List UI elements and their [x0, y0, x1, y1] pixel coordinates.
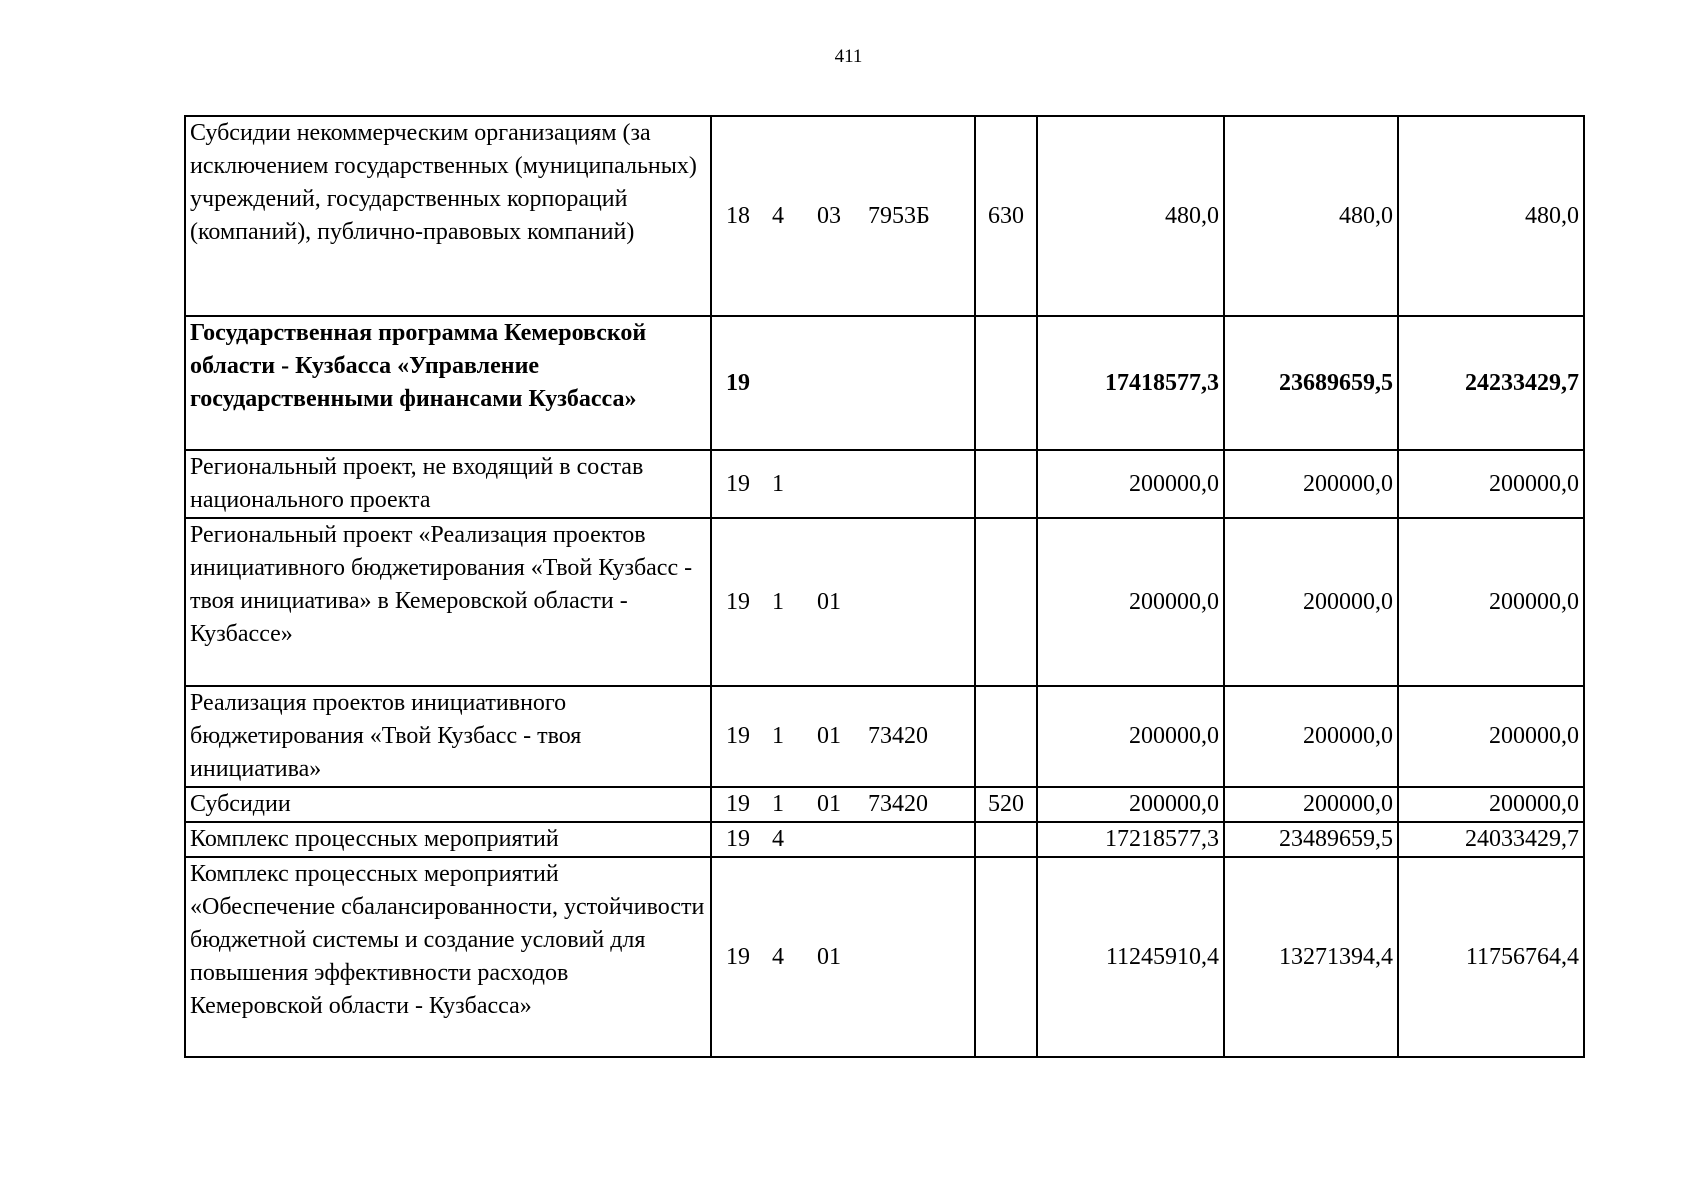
table-row — [185, 116, 1584, 316]
amount-year-1: 17218577,3 — [1037, 822, 1224, 857]
event-code: 01 — [817, 518, 868, 686]
row-name: Комплекс процессных мероприятий — [185, 822, 711, 857]
amount-year-2: 200000,0 — [1224, 450, 1398, 518]
event-code: 01 — [817, 857, 868, 1057]
expense-type-code — [975, 686, 1037, 787]
amount-year-1: 17418577,3 — [1037, 316, 1224, 450]
table-row — [185, 316, 1584, 450]
amount-year-3: 200000,0 — [1398, 450, 1584, 518]
amount-year-2: 23489659,5 — [1224, 822, 1398, 857]
expense-type-code — [975, 518, 1037, 686]
direction-code: 73420 — [868, 787, 975, 822]
row-name: Государственная программа Кемеровской области - Кузбасса «Управление государственными финансами Кузбасса» — [185, 316, 711, 450]
expense-type-code — [975, 450, 1037, 518]
row-name: Комплекс процессных мероприятий «Обеспечение сбалансированности, устойчивости бюджетной системы и создание условий для повышения эффективности расходов Кемеровской области - Кузбасса» — [185, 857, 711, 1057]
row-name: Региональный проект «Реализация проектов инициативного бюджетирования «Твой Кузбасс - твоя инициатива» в Кемеровской области - Кузбассе» — [185, 518, 711, 686]
event-code: 01 — [817, 686, 868, 787]
budget-table — [184, 115, 1585, 1058]
program-code: 18 — [711, 116, 772, 316]
expense-type-code — [975, 822, 1037, 857]
amount-year-3: 24233429,7 — [1398, 316, 1584, 450]
event-code: 01 — [817, 787, 868, 822]
subprogram-code — [772, 316, 817, 450]
amount-year-1: 200000,0 — [1037, 787, 1224, 822]
program-code: 19 — [711, 518, 772, 686]
subprogram-code: 1 — [772, 450, 817, 518]
event-code — [817, 450, 868, 518]
event-code: 03 — [817, 116, 868, 316]
amount-year-2: 480,0 — [1224, 116, 1398, 316]
expense-type-code — [975, 857, 1037, 1057]
row-name: Региональный проект, не входящий в состав национального проекта — [185, 450, 711, 518]
table-row — [185, 518, 1584, 686]
event-code — [817, 822, 868, 857]
program-code: 19 — [711, 787, 772, 822]
expense-type-code: 520 — [975, 787, 1037, 822]
amount-year-1: 11245910,4 — [1037, 857, 1224, 1057]
expense-type-code — [975, 316, 1037, 450]
amount-year-3: 24033429,7 — [1398, 822, 1584, 857]
table-row — [185, 450, 1584, 518]
direction-code: 73420 — [868, 686, 975, 787]
program-code: 19 — [711, 450, 772, 518]
direction-code: 7953Б — [868, 116, 975, 316]
subprogram-code: 1 — [772, 787, 817, 822]
table-row — [185, 822, 1584, 857]
subprogram-code: 1 — [772, 686, 817, 787]
amount-year-3: 200000,0 — [1398, 518, 1584, 686]
program-code: 19 — [711, 316, 772, 450]
expense-type-code: 630 — [975, 116, 1037, 316]
amount-year-3: 480,0 — [1398, 116, 1584, 316]
amount-year-1: 200000,0 — [1037, 450, 1224, 518]
amount-year-2: 200000,0 — [1224, 518, 1398, 686]
event-code — [817, 316, 868, 450]
amount-year-3: 200000,0 — [1398, 787, 1584, 822]
amount-year-3: 11756764,4 — [1398, 857, 1584, 1057]
amount-year-2: 200000,0 — [1224, 686, 1398, 787]
table-row — [185, 787, 1584, 822]
amount-year-3: 200000,0 — [1398, 686, 1584, 787]
direction-code — [868, 316, 975, 450]
subprogram-code: 4 — [772, 857, 817, 1057]
direction-code — [868, 518, 975, 686]
row-name: Реализация проектов инициативного бюджетирования «Твой Кузбасс - твоя инициатива» — [185, 686, 711, 787]
amount-year-1: 480,0 — [1037, 116, 1224, 316]
amount-year-2: 200000,0 — [1224, 787, 1398, 822]
page-number: 411 — [834, 46, 863, 67]
table-row — [185, 686, 1584, 787]
program-code: 19 — [711, 686, 772, 787]
row-name: Субсидии некоммерческим организациям (за исключением государственных (муниципальных) учреждений, государственных корпораций (компаний), публично-правовых компаний) — [185, 116, 711, 316]
direction-code — [868, 450, 975, 518]
amount-year-2: 13271394,4 — [1224, 857, 1398, 1057]
subprogram-code: 4 — [772, 822, 817, 857]
table-row — [185, 857, 1584, 1057]
subprogram-code: 4 — [772, 116, 817, 316]
amount-year-2: 23689659,5 — [1224, 316, 1398, 450]
subprogram-code: 1 — [772, 518, 817, 686]
amount-year-1: 200000,0 — [1037, 686, 1224, 787]
program-code: 19 — [711, 822, 772, 857]
direction-code — [868, 822, 975, 857]
row-name: Субсидии — [185, 787, 711, 822]
amount-year-1: 200000,0 — [1037, 518, 1224, 686]
program-code: 19 — [711, 857, 772, 1057]
direction-code — [868, 857, 975, 1057]
